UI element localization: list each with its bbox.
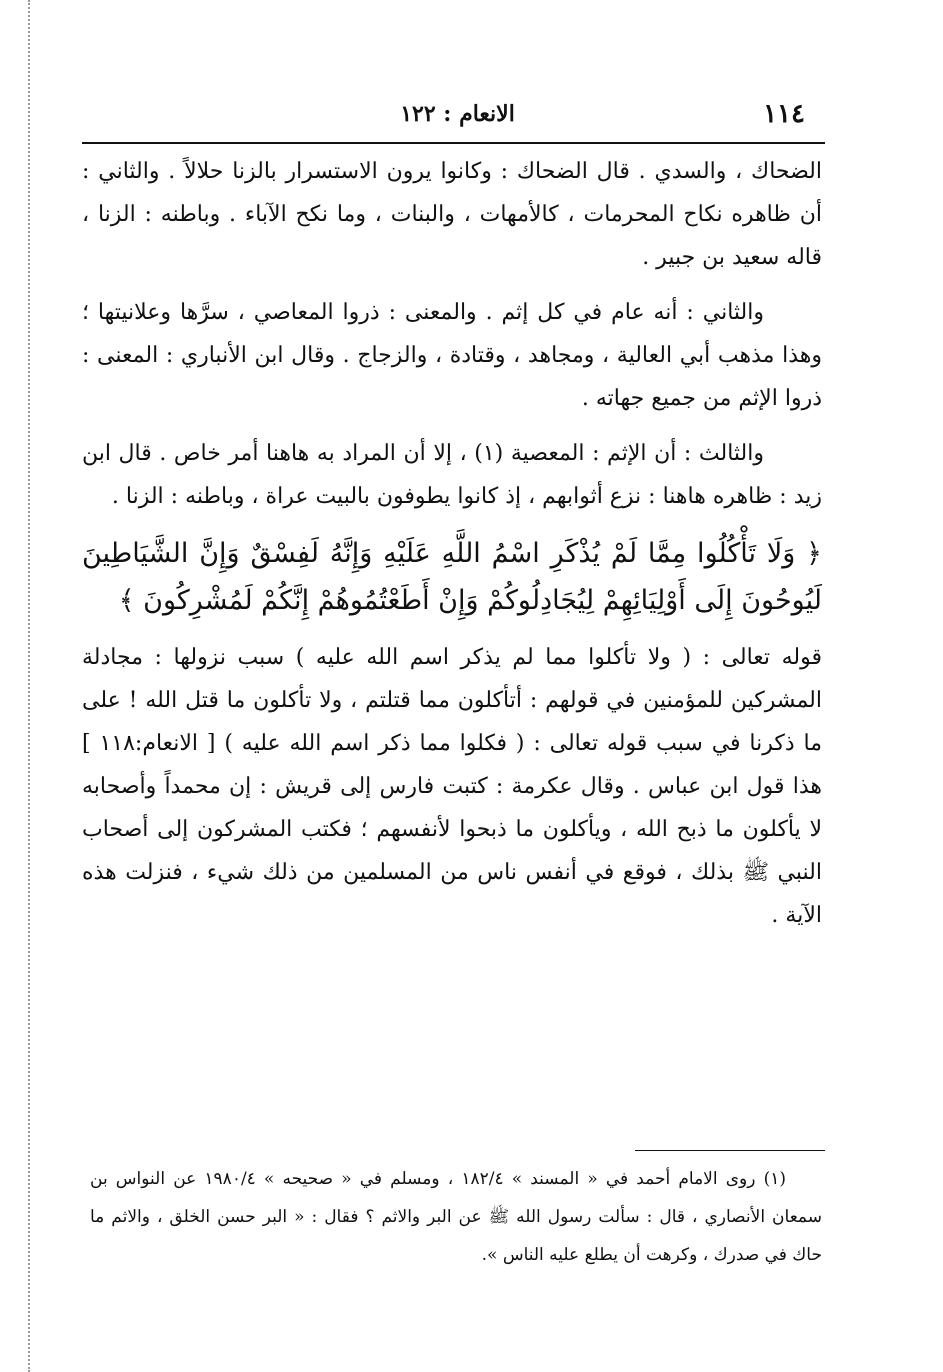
running-title: الانعام : ١٢٢ — [400, 101, 515, 127]
paragraph-1: الضحاك ، والسدي . قال الضحاك : وكانوا يرون الاستسرار بالزنا حلالاً . والثاني : أن ظاهره نكاح المحرمات ، كالأمهات ، والبنات ، وما نكح الآباء . وباطنه : الزنا ، قاله سعيد بن جبير . — [82, 159, 822, 270]
footnote — [90, 1160, 822, 1274]
paragraph-3: والثالث : أن الإثم : المعصية (١) ، إلا أن المراد به هاهنا أمر خاص . قال ابن زيد : ظاهره هاهنا : نزع أثوابهم ، إذ كانوا يطوفون بالبيت عراة ، وباطنه : الزنا . — [82, 441, 822, 509]
quran-verse: ﴿ وَلَا تَأْكُلُوا مِمَّا لَمْ يُذْكَرِ اسْمُ اللَّهِ عَلَيْهِ وَإِنَّهُ لَفِسْقٌ وَإِنَّ الشَّيَاطِينَ لَيُوحُونَ إِلَى أَوْلِيَائِهِمْ لِيُجَادِلُوكُمْ وَإِنْ أَطَعْتُمُوهُمْ إِنَّكُمْ لَمُشْرِكُونَ ﴾ — [82, 538, 822, 616]
body-text — [82, 150, 822, 949]
page-number: ١١٤ — [763, 99, 805, 129]
header-rule — [82, 142, 825, 144]
page-header — [90, 95, 825, 139]
paragraph-2: والثاني : أنه عام في كل إثم . والمعنى : ذروا المعاصي ، سرَّها وعلانيتها ؛ وهذا مذهب أبي العالية ، ومجاهد ، وقتادة ، والزجاج . وقال ابن الأنباري : المعنى : ذروا الإثم من جميع جهاته . — [82, 300, 822, 411]
footnote-rule — [635, 1150, 825, 1151]
footnote-text: (١) روى الامام أحمد في « المسند » ١٨٢/٤ ، ومسلم في « صحيحه » ١٩٨٠/٤ عن النواس بن سمعان الأنصاري ، قال : سألت رسول الله ﷺ عن البر والاثم ؟ فقال : « البر حسن الخلق ، والاثم ما حاك في صدرك ، وكرهت أن يطلع عليه الناس ». — [90, 1169, 822, 1265]
paragraph-4: قوله تعالى : ( ولا تأكلوا مما لم يذكر اسم الله عليه ) سبب نزولها : مجادلة المشركين للمؤمنين في قولهم : أتأكلون مما قتلتم ، ولا تأكلون ما قتل الله ! على ما ذكرنا في سبب قوله تعالى : ( فكلوا مما ذكر اسم الله عليه ) [ الانعام:١١٨ ] هذا قول ابن عباس . وقال عكرمة : كتبت فارس إلى قريش : إن محمداً وأصحابه لا يأكلون ما ذبح الله ، ويأكلون ما ذبحوا لأنفسهم ؛ فكتب المشركون إلى أصحاب النبي ﷺ بذلك ، فوقع في أنفس ناس من المسلمين من ذلك شيء ، فنزلت هذه الآية . — [82, 645, 823, 928]
page-gutter-dots — [28, 0, 30, 1372]
